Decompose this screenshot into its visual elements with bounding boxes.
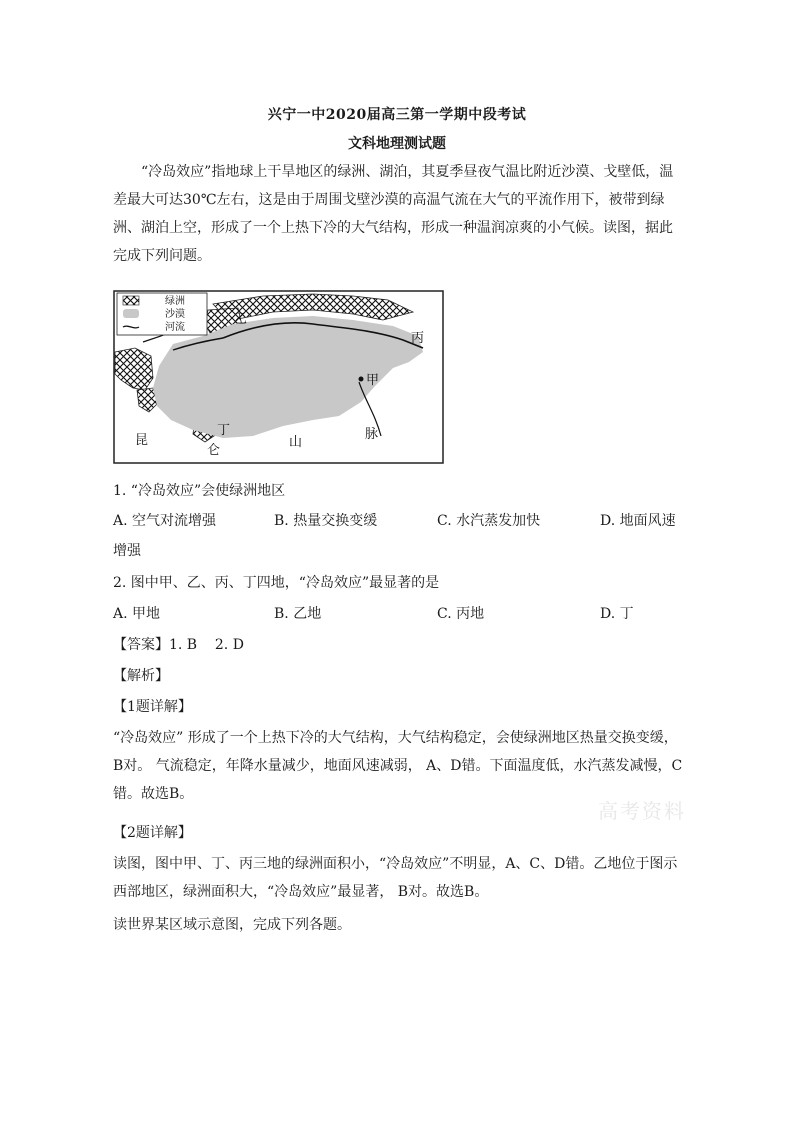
detail-2-text: 读图，图中甲、丁、丙三地的绿洲面积小，“冷岛效应”不明显，A、C、D错。乙地位于图示西部地区，绿洲面积大，“冷岛效应”最显著， B对。故选B。 [113,856,678,900]
q1-option-d: D. 地面风速 [600,513,676,529]
analysis-label: 【解析】 [113,668,169,684]
q1-option-c: C. 水汽蒸发加快 [437,513,541,529]
q2-option-a: A. 甲地 [113,606,161,622]
legend-desert-swatch [123,309,139,318]
mountain-char-shan: 山 [289,435,303,450]
exam-title: 兴宁一中2020届高三第一学期中段考试 [267,107,527,123]
question-2-stem: 2. 图中甲、乙、丙、丁四地，“冷岛效应”最显著的是 [113,575,440,591]
oasis-map-figure [113,290,444,464]
detail-2-label: 【2题详解】 [113,825,192,841]
q2-option-b: B. 乙地 [274,606,322,622]
place-ding: 丁 [217,423,231,438]
q2-option-c: C. 丙地 [437,606,485,622]
place-yi: 乙 [234,312,248,327]
legend-oasis-swatch [123,296,139,305]
answer-line: 【答案】1. B 2. D [113,637,244,653]
mountain-char-mai: 脉 [365,427,379,442]
q2-option-d: D. 丁 [600,606,634,622]
detail-1-text: “冷岛效应” 形成了一个上热下冷的大气结构，大气结构稳定，会使绿洲地区热量交换变缓，B对。 气流稳定，年降水量减少，地面风速减弱， A、D错。下面温度低，水汽蒸发减慢，C错。故选B。 [113,730,683,802]
exam-subtitle: 文科地理测试题 [348,136,446,152]
legend-oasis-label: 绿洲 [165,296,185,307]
q1-option-a: A. 空气对流增强 [113,513,217,529]
question-1-stem: 1. “冷岛效应”会使绿洲地区 [113,483,286,499]
mountain-char-lun: 仑 [207,443,221,458]
closing-line: 读世界某区域示意图，完成下列各题。 [113,917,351,933]
place-jia: 甲 [366,373,380,388]
watermark-text: 高考资料 [598,799,686,823]
place-bing: 丙 [411,331,425,346]
intro-paragraph: “冷岛效应”指地球上干旱地区的绿洲、湖泊，其夏季昼夜气温比附近沙漠、戈壁低，温差最大可达30℃左右，这是由于周围戈壁沙漠的高温气流在大气的平流作用下，被带到绿洲、湖泊上空，形成了一个上热下冷的大气结构，形成一种温润凉爽的小气候。读图，据此完成下列问题。 [113,164,674,264]
legend-river-label: 河流 [165,322,185,333]
legend-desert-label: 沙漠 [165,309,185,320]
q1-option-d-wrap: 增强 [113,543,141,559]
place-jia-dot [359,377,364,382]
detail-1-label: 【1题详解】 [113,699,192,715]
q1-option-b: B. 热量交换变缓 [274,513,378,529]
mountain-char-kun: 昆 [135,433,149,448]
